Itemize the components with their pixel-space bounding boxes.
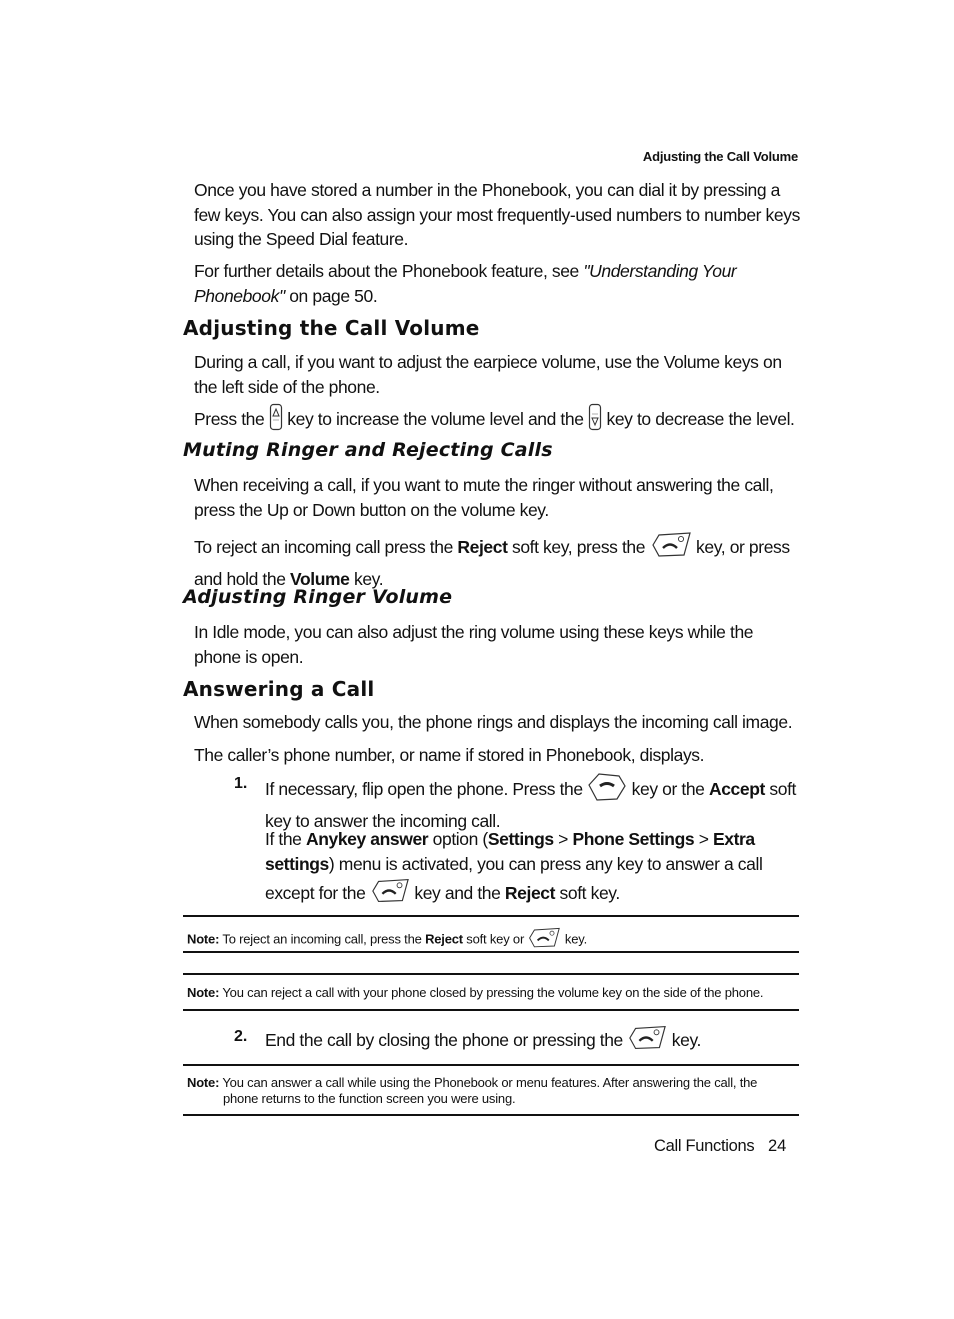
intro-paragraph-2 — [194, 259, 804, 308]
note-1 — [187, 926, 787, 954]
heading-answering-call: Answering a Call — [183, 677, 375, 701]
intro-p2-prefix: For further details about the Phonebook feature, see — [194, 261, 584, 281]
answer-paragraph-2: The caller’s phone number, or name if stored in Phonebook, displays. — [194, 745, 705, 765]
note-1-b: soft key or — [462, 931, 528, 947]
note-1-reject: Reject — [425, 931, 463, 947]
muting-paragraph-1: When receiving a call, if you want to mute the ringer without answering the call, press the Up or Down button on the volume key. — [194, 475, 774, 520]
send-key-icon — [587, 772, 627, 809]
muting-p2-b: soft key, press the — [507, 536, 650, 557]
step1-sub-c: ) menu is activated, you can press any key to answer a call except for the — [265, 853, 763, 903]
volume-term: Volume — [290, 568, 350, 589]
intro-p2-suffix: on page 50. — [284, 285, 378, 306]
running-header: Adjusting the Call Volume — [642, 149, 798, 164]
step-2-number: 2. — [234, 1028, 248, 1045]
note-2-top-rule — [183, 973, 799, 975]
step1-sub-d: key and the — [414, 882, 505, 903]
heading-adjusting-call-volume: Adjusting the Call Volume — [183, 316, 480, 340]
volume-p2-b: key to increase the volume level and the — [287, 408, 588, 429]
step1-sub-gt2: > — [694, 829, 713, 849]
volume-p2-a: Press the — [194, 408, 269, 429]
note-2-label: Note: — [187, 985, 220, 1000]
step1-sub-e: soft key. — [555, 882, 620, 903]
volume-paragraph-1: During a call, if you want to adjust the earpiece volume, use the Volume keys on the left side of the phone. — [194, 352, 782, 397]
note-1-c: key. — [564, 931, 587, 947]
step1-b: key or the — [631, 778, 709, 799]
step2-a: End the call by closing the phone or pressing the — [265, 1029, 628, 1050]
ringer-paragraph-1: In Idle mode, you can also adjust the ring volume using these keys while the phone is open. — [194, 622, 754, 667]
answer-paragraph-1: When somebody calls you, the phone rings and displays the incoming call image. — [194, 712, 793, 732]
step1-sub-gt1: > — [553, 829, 573, 849]
end-key-icon — [627, 1023, 667, 1060]
muting-p2-a: To reject an incoming call press the — [194, 536, 458, 557]
heading-adjusting-ringer-volume: Adjusting Ringer Volume — [183, 586, 453, 608]
end-key-icon — [527, 926, 561, 954]
note-1-a: To reject an incoming call, press the — [219, 931, 426, 947]
muting-paragraph-2 — [194, 530, 804, 591]
end-key-icon — [370, 876, 410, 913]
note-1-top-rule — [183, 915, 799, 917]
reject-term-2: Reject — [504, 882, 556, 903]
footer-section-name: Call Functions — [654, 1137, 755, 1155]
note-3-label: Note: — [187, 1075, 220, 1090]
step-1-text — [265, 772, 805, 833]
extra-settings-term: Extra settings — [265, 829, 755, 874]
anykey-answer-term: Anykey answer — [305, 829, 429, 849]
volume-up-key-icon — [269, 403, 283, 438]
step-1-subtext — [265, 827, 805, 913]
note-3-bottom-rule — [183, 1114, 799, 1116]
step1-sub-a: If the — [265, 829, 306, 849]
note-3 — [187, 1075, 787, 1107]
note-1-label: Note: — [187, 931, 220, 947]
note-2 — [187, 985, 787, 1001]
note-3-text-2: phone returns to the function screen you were using. — [223, 1091, 516, 1106]
step-1-number: 1. — [234, 775, 248, 792]
volume-p2-c: key to decrease the level. — [606, 408, 795, 429]
muting-p2-d: key. — [349, 568, 384, 589]
step1-c: soft key to answer the incoming call. — [265, 778, 796, 831]
reject-term: Reject — [457, 536, 508, 557]
note-2-bottom-rule — [183, 1009, 799, 1011]
end-key-icon — [650, 530, 692, 567]
note-2-text: You can reject a call with your phone closed by pressing the volume key on the side of the phone. — [219, 985, 764, 1000]
phonebook-reference: "Understanding Your Phonebook" — [194, 261, 737, 306]
note-3-text-1: You can answer a call while using the Phonebook or menu features. After answering the call, the — [219, 1075, 758, 1090]
step1-a: If necessary, flip open the phone. Press the — [265, 778, 588, 799]
volume-paragraph-2 — [194, 403, 804, 438]
step2-b: key. — [671, 1029, 701, 1050]
footer-page-number: 24 — [768, 1137, 787, 1155]
heading-muting-ringer: Muting Ringer and Rejecting Calls — [183, 439, 553, 461]
phone-settings-term: Phone Settings — [572, 829, 695, 849]
note-3-top-rule — [183, 1064, 799, 1066]
step-2-text — [265, 1023, 805, 1060]
settings-term: Settings — [487, 829, 554, 849]
accept-term: Accept — [708, 778, 765, 799]
note-1-bottom-rule — [183, 951, 799, 953]
step1-sub-b: option ( — [428, 829, 488, 849]
muting-p2-c: key, or press and hold the — [194, 536, 790, 589]
intro-paragraph-1: Once you have stored a number in the Phonebook, you can dial it by pressing a few keys. You can also assign your most frequently-used numbers to number keys using the Speed Dial feature. — [194, 180, 800, 249]
volume-down-key-icon — [588, 403, 602, 438]
